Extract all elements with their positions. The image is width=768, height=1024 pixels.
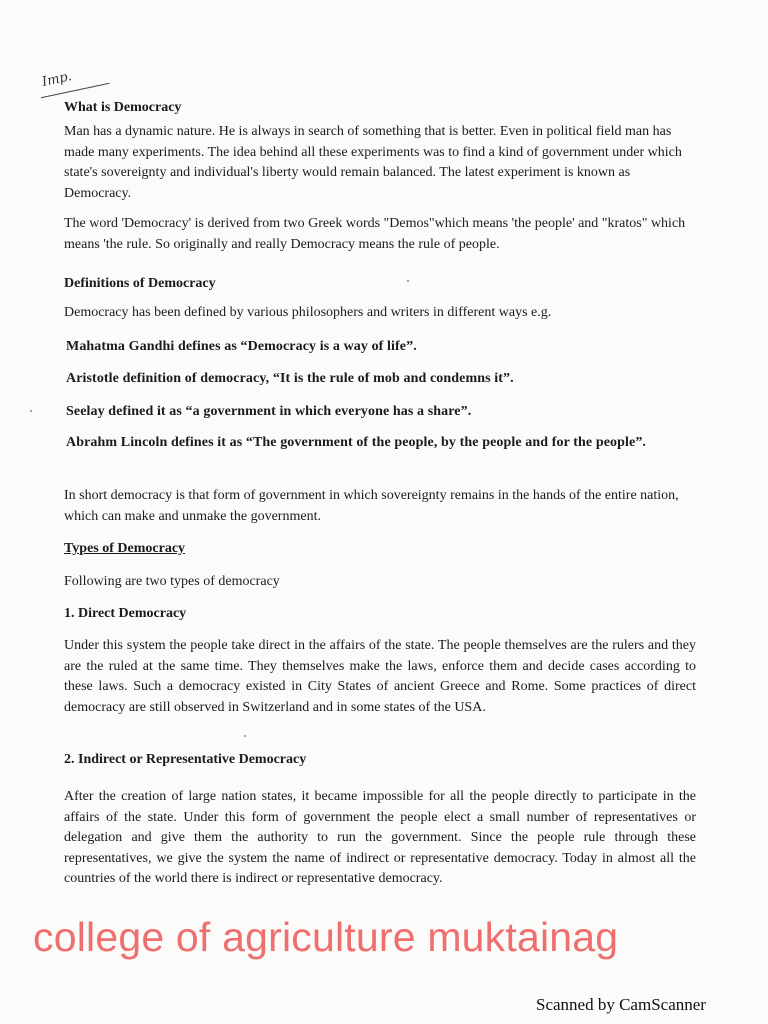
scan-speck xyxy=(30,410,32,412)
scan-speck xyxy=(407,280,409,282)
scan-speck xyxy=(244,735,246,737)
heading-types: Types of Democracy xyxy=(64,541,186,556)
camscanner-footer: Scanned by CamScanner xyxy=(536,995,706,1014)
paragraph-direct-democracy: Under this system the people take direct in the affairs of the state. The people themselves are the rulers and they are the ruled at the same time. They themselves make the laws, enforce them and decide cases according to these laws. Such a democracy existed in City States of ancient Greece and Rome. Some practices of direct democracy are still observed in Switzerland and in some states of the USA. xyxy=(64,638,696,715)
paragraph-intro: Man has a dynamic nature. He is always in search of something that is better. Even in political field man has made many experiments. The idea behind all these experiments was to find a kind of government under which state's sovereignty and individual's liberty would remain balanced. The latest experiment is known as Democracy. xyxy=(64,124,682,201)
heading-what-is-democracy: What is Democracy xyxy=(64,100,182,115)
paragraph-indirect-democracy: After the creation of large nation states, it became impossible for all the people directly to participate in the affairs of the state. Under this form of government the people elect a small number of representatives or delegation and give them the authority to run the government. Since the people rule through these representatives, we give the system the name of indirect or representative democracy. Today in almost all the countries of the world there is indirect or representative democracy. xyxy=(64,789,696,886)
definition-gandhi: Mahatma Gandhi defines as “Democracy is a way of life”. xyxy=(66,339,417,354)
paragraph-etymology: The word 'Democracy' is derived from two Greek words "Demos"which means 'the people' and "kratos" which means 'the rule. So originally and really Democracy means the rule of people. xyxy=(64,216,686,252)
heading-definitions: Definitions of Democracy xyxy=(64,276,216,291)
definition-lincoln: Abrahm Lincoln defines it as “The government of the people, by the people and for the people”. xyxy=(66,435,647,450)
heading-indirect-democracy: 2. Indirect or Representative Democracy xyxy=(64,752,307,767)
handwritten-note: Imp. xyxy=(40,69,74,90)
definition-aristotle: Aristotle definition of democracy, “It is the rule of mob and condemns it”. xyxy=(66,371,514,386)
paragraph-summary: In short democracy is that form of government in which sovereignty remains in the hands of the entire nation, which can make and unmake the government. xyxy=(64,488,679,524)
heading-direct-democracy: 1. Direct Democracy xyxy=(64,606,187,621)
definition-seelay: Seelay defined it as “a government in which everyone has a share”. xyxy=(66,404,472,419)
paragraph-types-intro: Following are two types of democracy xyxy=(64,574,280,589)
watermark-text: college of agriculture muktainag xyxy=(33,914,619,960)
paragraph-definitions-intro: Democracy has been defined by various philosophers and writers in different ways e.g. xyxy=(64,305,552,320)
